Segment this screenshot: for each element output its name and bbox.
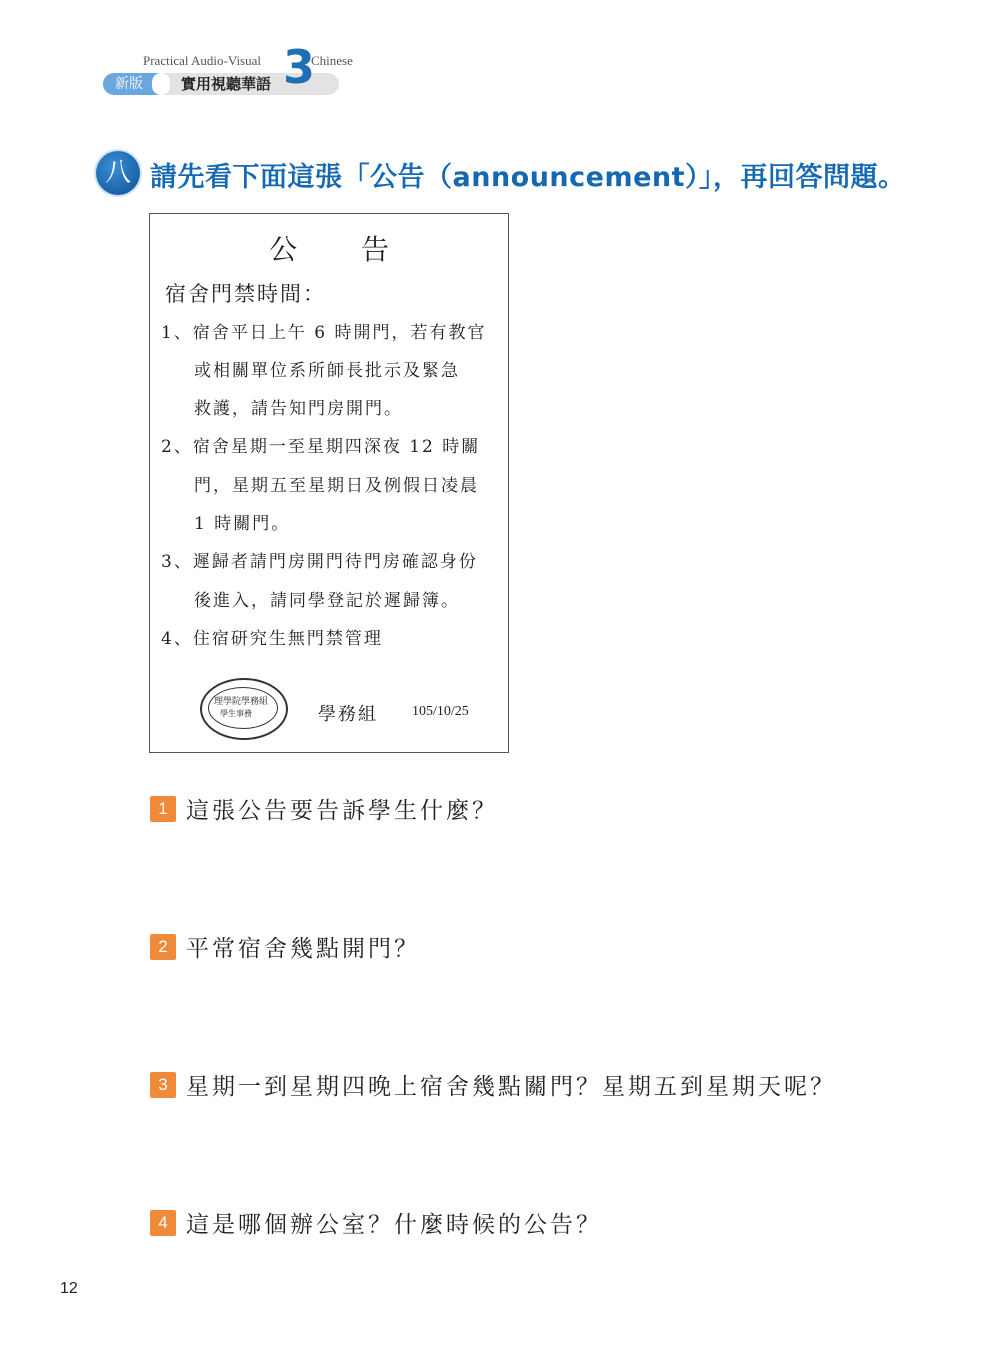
- notice-line: 2、宿舍星期一至星期四深夜 12 時關: [161, 437, 481, 457]
- question-text: 這是哪個辦公室？什麼時候的公告？: [186, 1212, 602, 1238]
- notice-line: 1 時關門。: [194, 514, 291, 534]
- notice-line: 4、住宿研究生無門禁管理: [161, 629, 383, 649]
- seal-text-bottom: 學生事務: [220, 709, 252, 718]
- official-seal-stamp: [200, 678, 288, 740]
- question-text: 平常宿舍幾點開門？: [186, 936, 420, 962]
- question-number-badge: 3: [150, 1072, 176, 1098]
- question-item: [150, 792, 498, 825]
- notice-office: 學務組: [318, 704, 378, 725]
- question-text: 星期一到星期四晚上宿舍幾點關門？星期五到星期天呢？: [186, 1074, 836, 1100]
- notice-title: 公告: [268, 233, 453, 266]
- edition-tag-cap: [152, 73, 170, 95]
- section-instruction: 請先看下面這張「公告（announcement）」，再回答問題。: [150, 162, 906, 193]
- notice-line: 3、遲歸者請門房開門待門房確認身份: [161, 552, 478, 572]
- announcement-notice: [149, 213, 509, 753]
- question-text: 這張公告要告訴學生什麼？: [186, 798, 498, 824]
- book-title-english-right: Chinese: [311, 53, 353, 68]
- edition-tag: 新版: [103, 73, 161, 95]
- question-number-badge: 4: [150, 1210, 176, 1236]
- question-number-badge: 2: [150, 934, 176, 960]
- notice-line: 1、宿舍平日上午 6 時開門，若有教官: [161, 323, 487, 343]
- section-number-badge: [96, 151, 140, 195]
- volume-number: 3: [283, 40, 316, 94]
- question-item: [150, 1068, 836, 1101]
- page-number: 12: [60, 1280, 78, 1297]
- book-title-english-left: Practical Audio-Visual: [143, 53, 261, 68]
- section-number: 八: [104, 158, 131, 188]
- question-item: [150, 930, 420, 963]
- notice-line: 後進入，請同學登記於遲歸簿。: [194, 591, 460, 611]
- book-title-chinese: 實用視聽華語: [181, 75, 272, 93]
- notice-line: 門，星期五至星期日及例假日凌晨: [194, 476, 479, 496]
- question-number-badge: 1: [150, 796, 176, 822]
- notice-subtitle: 宿舍門禁時間：: [165, 282, 326, 306]
- notice-date: 105/10/25: [412, 704, 469, 719]
- notice-line: 救護，請告知門房開門。: [194, 399, 403, 419]
- seal-text-top: 理學院學務組: [214, 697, 269, 707]
- question-item: [150, 1206, 602, 1239]
- notice-line: 或相關單位系所師長批示及緊急: [194, 361, 460, 381]
